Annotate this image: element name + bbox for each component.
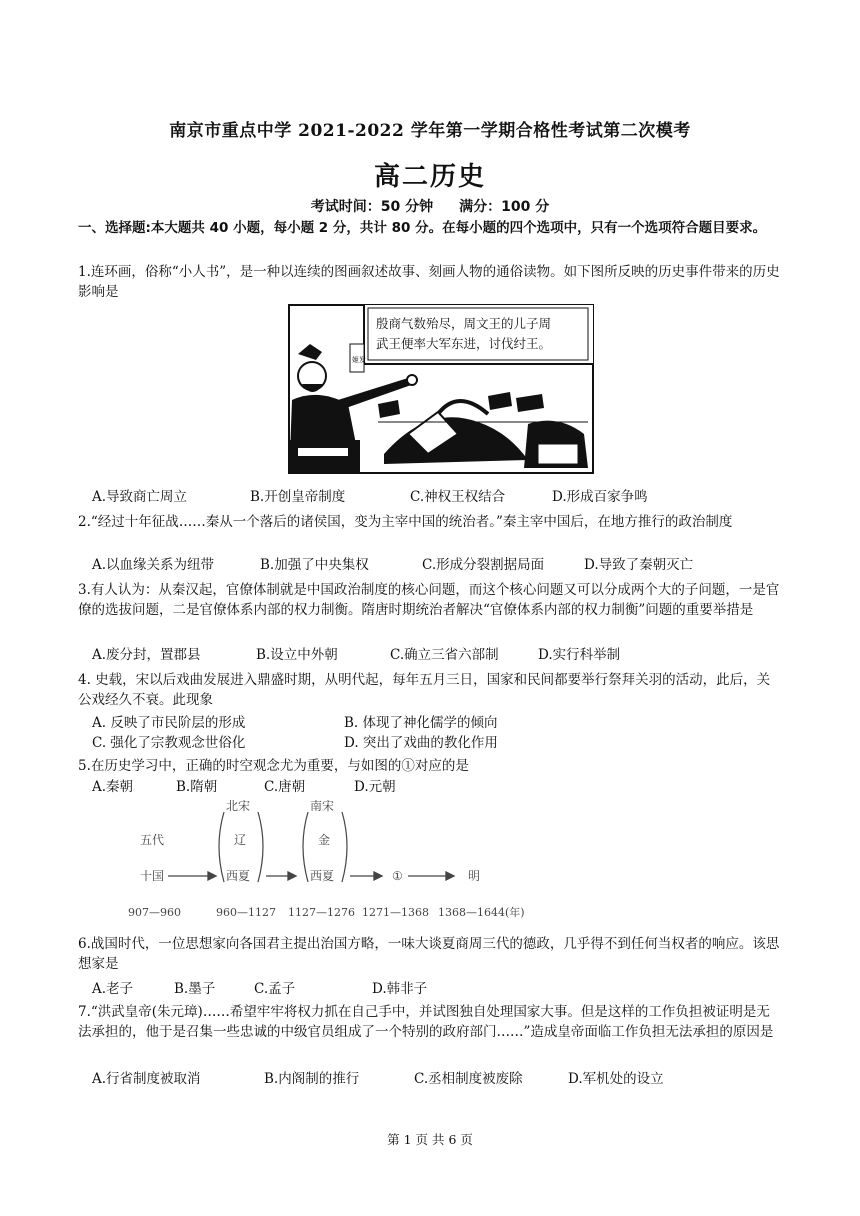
timeline-nansong: 南宋 — [310, 799, 335, 813]
option-b[interactable]: B.内阁制的推行 — [264, 1071, 360, 1087]
option-c[interactable]: C.孟子 — [254, 981, 296, 997]
option-a[interactable]: A. 反映了市民阶层的形成 — [92, 715, 246, 731]
option-a[interactable]: A.行省制度被取消 — [92, 1071, 201, 1087]
option-b[interactable]: B.墨子 — [174, 981, 216, 997]
comic-caption-line-1: 殷商气数殆尽，周文王的儿子周 — [376, 316, 552, 331]
option-b[interactable]: B.设立中外朝 — [256, 647, 338, 663]
question-6-stem: 6.战国时代，一位思想家向各国君主提出治国方略，一味大谈夏商周三代的德政，几乎得不到任何当权者的响应。该思想家是 — [78, 936, 780, 972]
timeline-shiguo: 十国 — [140, 869, 165, 883]
section-heading: 一、选择题:本大题共 40 小题，每小题 2 分，共计 80 分。在每小题的四个选项中，只有一个选项符合题目要求。 — [78, 220, 767, 236]
timeline-xixia-2: 西夏 — [310, 869, 335, 883]
option-c[interactable]: C.确立三省六部制 — [390, 647, 499, 663]
question-3-stem: 3.有人认为：从秦汉起，官僚体制就是中国政治制度的核心问题，而这个核心问题又可以分成两个大的子问题，一是官僚的选拔问题，二是官僚体系内部的权力制衡。隋唐时期统治者解决“官僚体系内部的权力制衡”问题的重要举措是 — [78, 582, 780, 618]
dynasty-timeline-figure — [120, 796, 560, 926]
comic-caption-line-2: 武王便率大军东进，讨伐纣王。 — [376, 336, 552, 351]
timeline-ming: 明 — [468, 869, 481, 883]
question-4-stem: 4. 史载，宋以后戏曲发展进入鼎盛时期，从明代起，每年五月三日，国家和民间都要举行祭拜关羽的活动，此后，关公戏经久不衰。此现象 — [78, 672, 771, 708]
subject-title: 高二历史 — [373, 162, 486, 192]
option-c[interactable]: C. 强化了宗教观念世俗化 — [92, 735, 246, 751]
full-score: 满分：100 分 — [459, 199, 550, 215]
option-b[interactable]: B. 体现了神化儒学的倾向 — [344, 715, 498, 731]
option-d[interactable]: D.导致了秦朝灭亡 — [584, 557, 694, 573]
option-a[interactable]: A.废分封，置郡县 — [92, 647, 201, 663]
timeline-date-5: 1368—1644(年) — [438, 906, 525, 919]
option-c[interactable]: C.唐朝 — [264, 779, 306, 795]
option-d[interactable]: D.实行科举制 — [538, 647, 621, 663]
exam-time: 考试时间：50 分钟 — [310, 199, 434, 215]
timeline-beisong: 北宋 — [226, 799, 251, 813]
option-a[interactable]: A.导致商亡周立 — [92, 489, 188, 505]
option-a[interactable]: A.秦朝 — [92, 779, 134, 795]
option-b[interactable]: B.加强了中央集权 — [260, 557, 369, 573]
question-1-stem: 1.连环画，俗称“小人书”，是一种以连续的图画叙述故事、刻画人物的通俗读物。如下图所反映的历史事件带来的历史影响是 — [78, 264, 780, 300]
option-b[interactable]: B.开创皇帝制度 — [250, 489, 346, 505]
timeline-date-3: 1127—1276 — [288, 906, 355, 919]
exam-meta — [0, 196, 860, 216]
timeline-liao: 辽 — [234, 833, 247, 847]
option-c[interactable]: C.神权王权结合 — [410, 489, 506, 505]
timeline-xixia-1: 西夏 — [226, 869, 251, 883]
timeline-date-4: 1271—1368 — [362, 906, 429, 919]
exam-title: 南京市重点中学 2021-2022 学年第一学期合格性考试第二次模考 — [169, 121, 691, 141]
option-d[interactable]: D.韩非子 — [372, 981, 428, 997]
question-2-stem: 2.“经过十年征战……秦从一个落后的诸侯国，变为主宰中国的统治者。”秦主宰中国后，在地方推行的政治制度 — [78, 514, 733, 530]
option-d[interactable]: D.元朝 — [354, 779, 396, 795]
timeline-date-1: 907—960 — [128, 906, 181, 919]
option-a[interactable]: A.以血缘关系为纽带 — [92, 557, 215, 573]
option-c[interactable]: C.形成分裂割据局面 — [422, 557, 545, 573]
option-d[interactable]: D. 突出了戏曲的教化作用 — [344, 735, 498, 751]
page-footer: 第 1 页 共 6 页 — [387, 1132, 473, 1147]
option-b[interactable]: B.隋朝 — [176, 779, 218, 795]
option-c[interactable]: C.丞相制度被废除 — [414, 1071, 523, 1087]
option-d[interactable]: D.军机处的设立 — [568, 1071, 664, 1087]
timeline-circled-one: ① — [392, 869, 403, 883]
option-a[interactable]: A.老子 — [92, 981, 134, 997]
timeline-date-2: 960—1127 — [216, 906, 276, 919]
comic-banner-label: 姬发 — [352, 356, 366, 364]
question-7-stem: 7.“洪武皇帝(朱元璋)……希望牢牢将权力抓在自己手中，并试图独自处理国家大事。但是这样的工作负担被证明是无法承担的，他于是召集一些忠诚的中级官员组成了一个特别的政府部门……”造成皇帝面临工作负担无法承担的原因是 — [78, 1004, 774, 1040]
comic-strip-image — [288, 304, 594, 474]
timeline-jin: 金 — [318, 833, 331, 847]
option-d[interactable]: D.形成百家争鸣 — [552, 489, 648, 505]
question-5-stem: 5.在历史学习中，正确的时空观念尤为重要，与如图的①对应的是 — [78, 758, 469, 774]
timeline-wudai: 五代 — [140, 833, 165, 847]
